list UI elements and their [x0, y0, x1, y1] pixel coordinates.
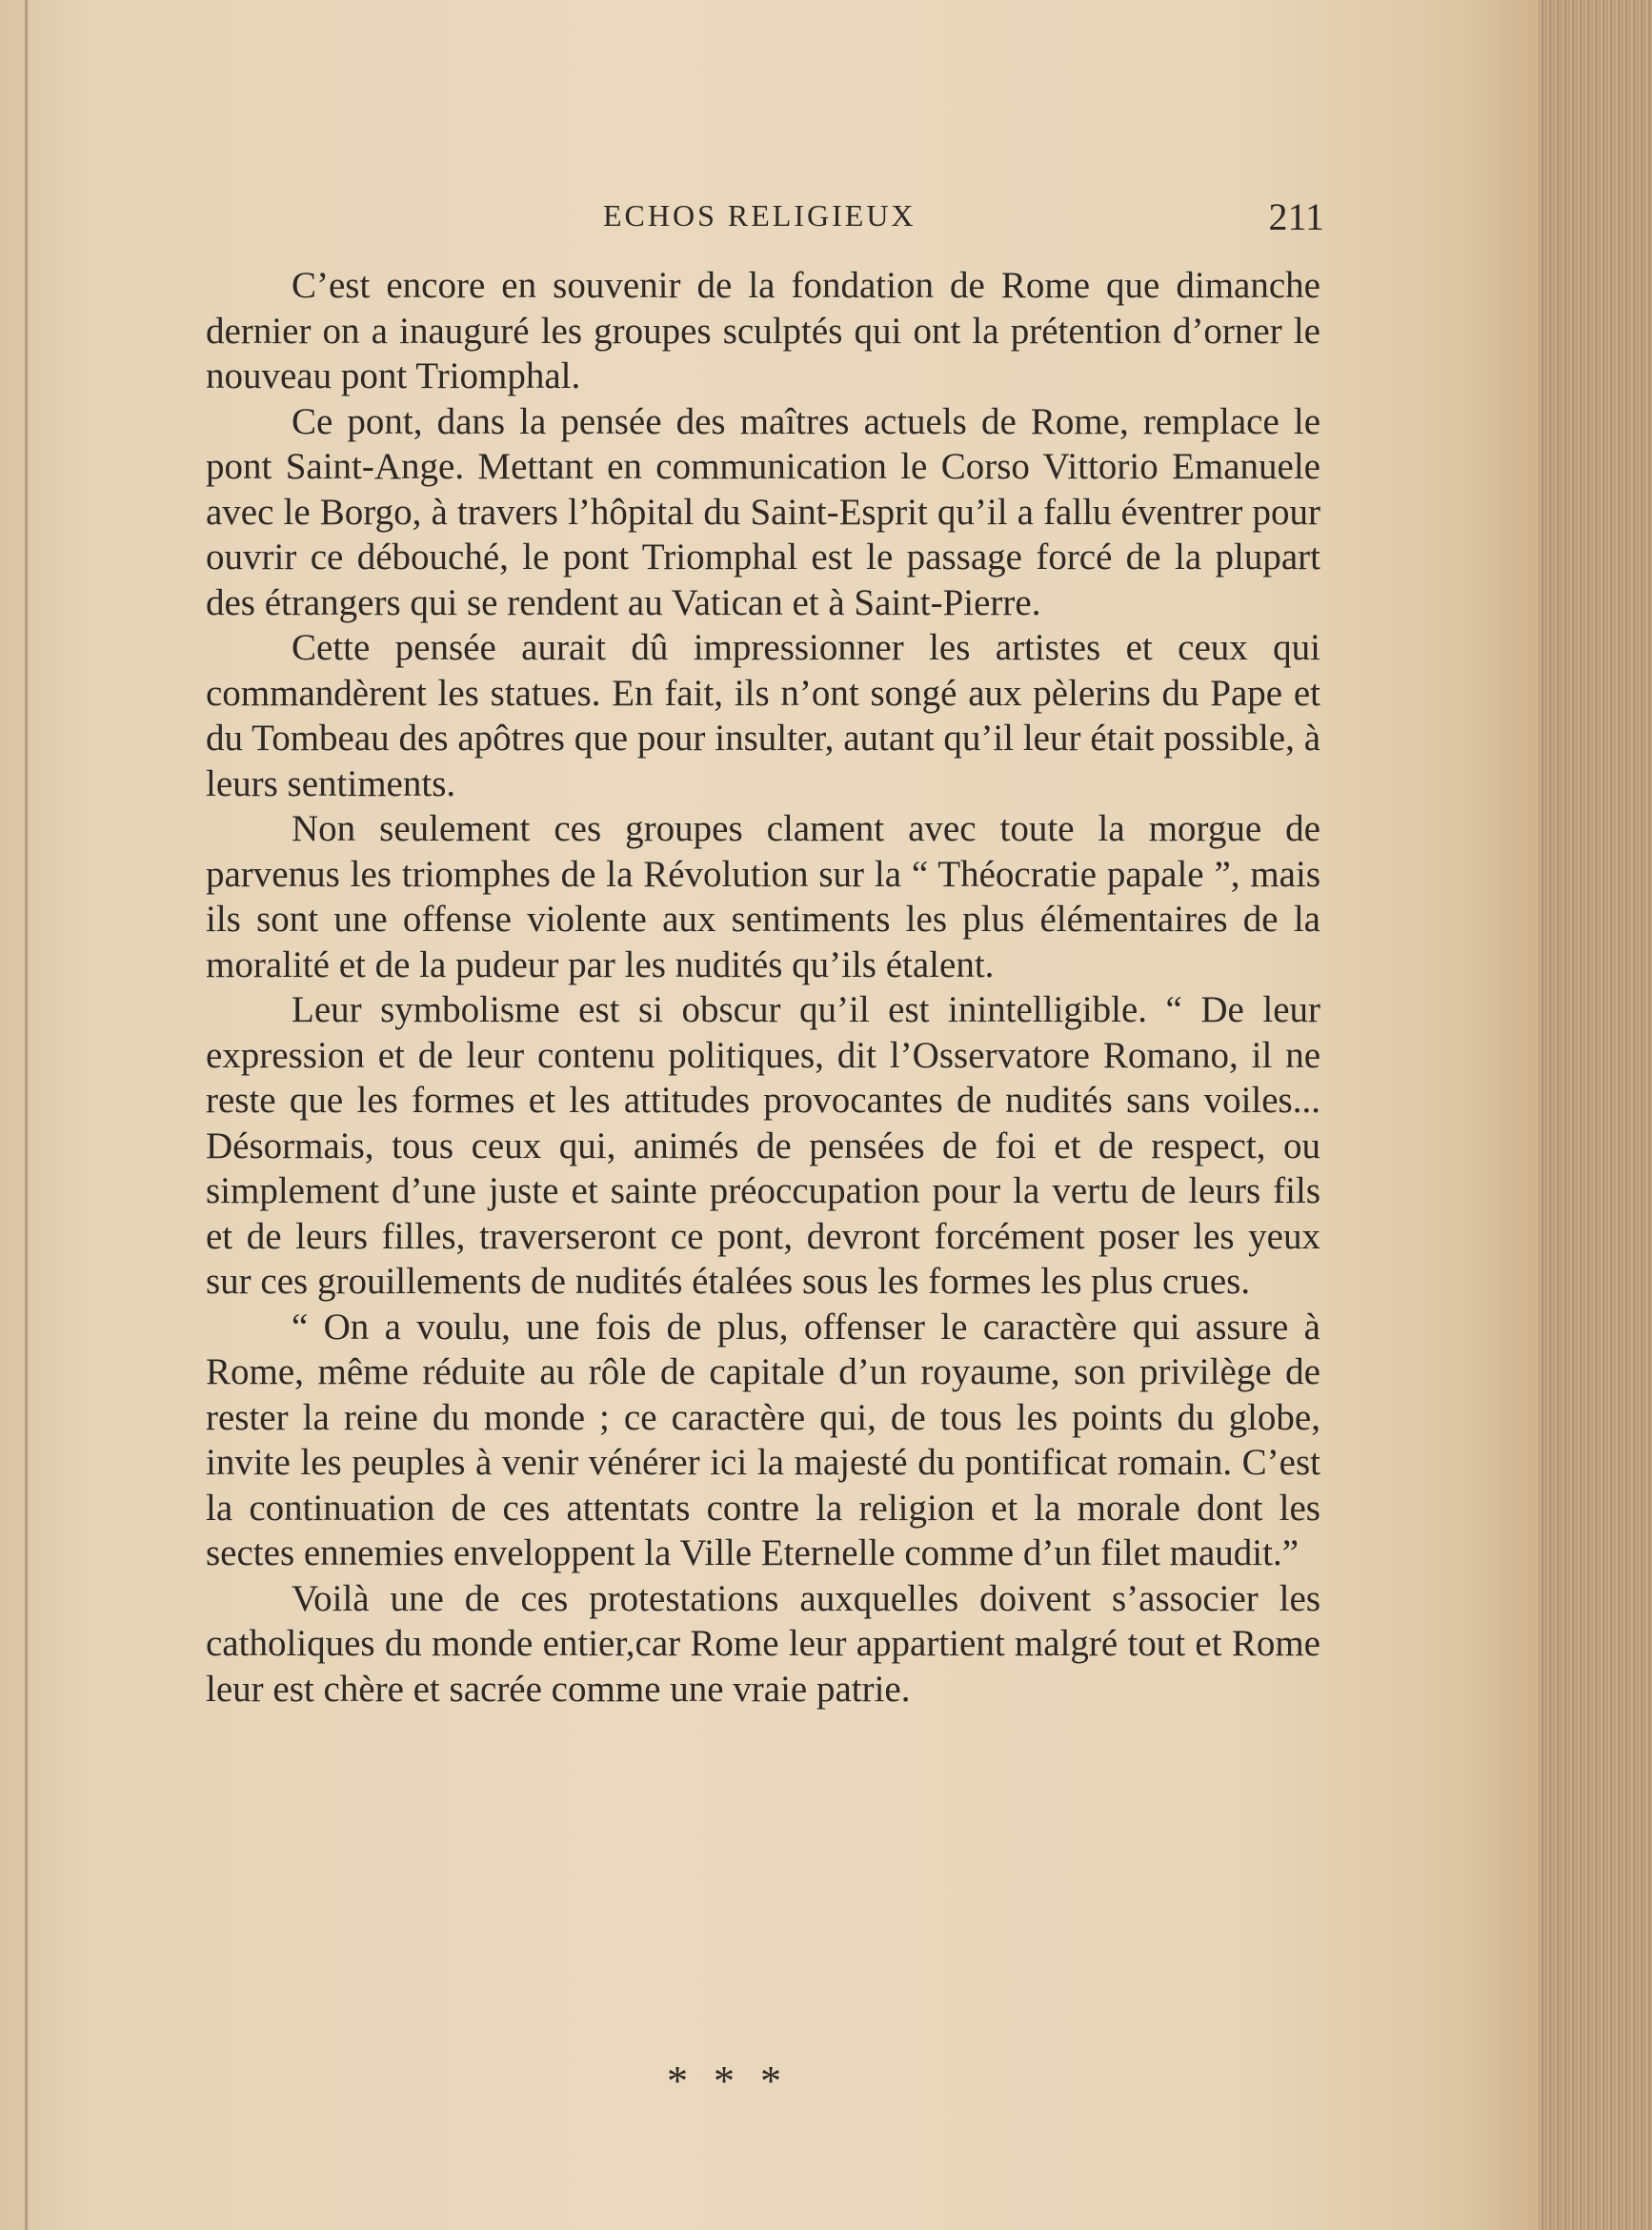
section-separator: * * * — [667, 2058, 789, 2104]
running-title: ECHOS RELIGIEUX — [603, 198, 917, 233]
gutter-line — [25, 0, 28, 2230]
paragraph: “ On a voulu, une fois de plus, offenser le caractère qui assure à Rome, même réduite au rôle de capitale d’un royaume, son privilège de rester la reine du monde ; ce caractère qui, de tous les points du globe, invite les peuples à venir vénérer ici la majesté du pontificat romain. C’est la continuation de ces attentats contre la religion et la morale dont les sectes ennemies enveloppent la Ville Eternelle comme d’un filet maudit.” — [206, 1306, 1320, 1573]
paragraph: C’est encore en souvenir de la fondation de Rome que dimanche dernier on a inauguré les groupes sculptés qui ont la prétention d’orner le nouveau pont Triomphal. — [206, 265, 1320, 396]
paragraph: Ce pont, dans la pensée des maîtres actuels de Rome, remplace le pont Saint-Ange. Mettant en communication le Corso Vittorio Emanuele avec le Borgo, à travers l’hôpital du Saint-Esprit qu’il a fallu éventrer pour ouvrir ce débouché, le pont Triomphal est le passage forcé de la plupart des étrangers qui se rendent au Vatican et à Saint-Pierre. — [206, 400, 1320, 623]
paragraph: Cette pensée aurait dû impressionner les artistes et ceux qui commandèrent les statues. En fait, ils n’ont songé aux pèlerins du Pape et du Tombeau des apôtres que pour insulter, autant qu’il leur était possible, à leurs sentiments. — [206, 627, 1320, 804]
paragraph: Leur symbolisme est si obscur qu’il est inintelligible. “ De leur expression et de leur contenu politiques, dit l’Osservatore Romano, il ne reste que les formes et les attitudes provocantes de nudités sans voiles... Désormais, tous ceux qui, animés de pensées de foi et de respect, ou simplement d’une juste et sainte préoccupation pour la vertu de leurs fils et de leurs filles, traverseront ce pont, devront forcément poser les yeux sur ces grouillements de nudités étalées sous les formes les plus crues. — [206, 989, 1320, 1302]
page-header — [210, 194, 1324, 242]
page-number: 211 — [1268, 195, 1324, 238]
body-text — [206, 263, 1320, 1712]
page-stack-edge — [1539, 0, 1652, 2230]
paragraph: Non seulement ces groupes clament avec toute la morgue de parvenus les triomphes de la Révolution sur la “ Théocratie papale ”, mais ils sont une offense violente aux sentiments les plus élémentaires de la moralité et de la pudeur par les nudités qu’ils étalent. — [206, 808, 1320, 985]
paragraph: Voilà une de ces protestations auxquelles doivent s’associer les catholiques du monde entier,car Rome leur appartient malgré tout et Rome leur est chère et sacrée comme une vraie patrie. — [206, 1577, 1320, 1710]
